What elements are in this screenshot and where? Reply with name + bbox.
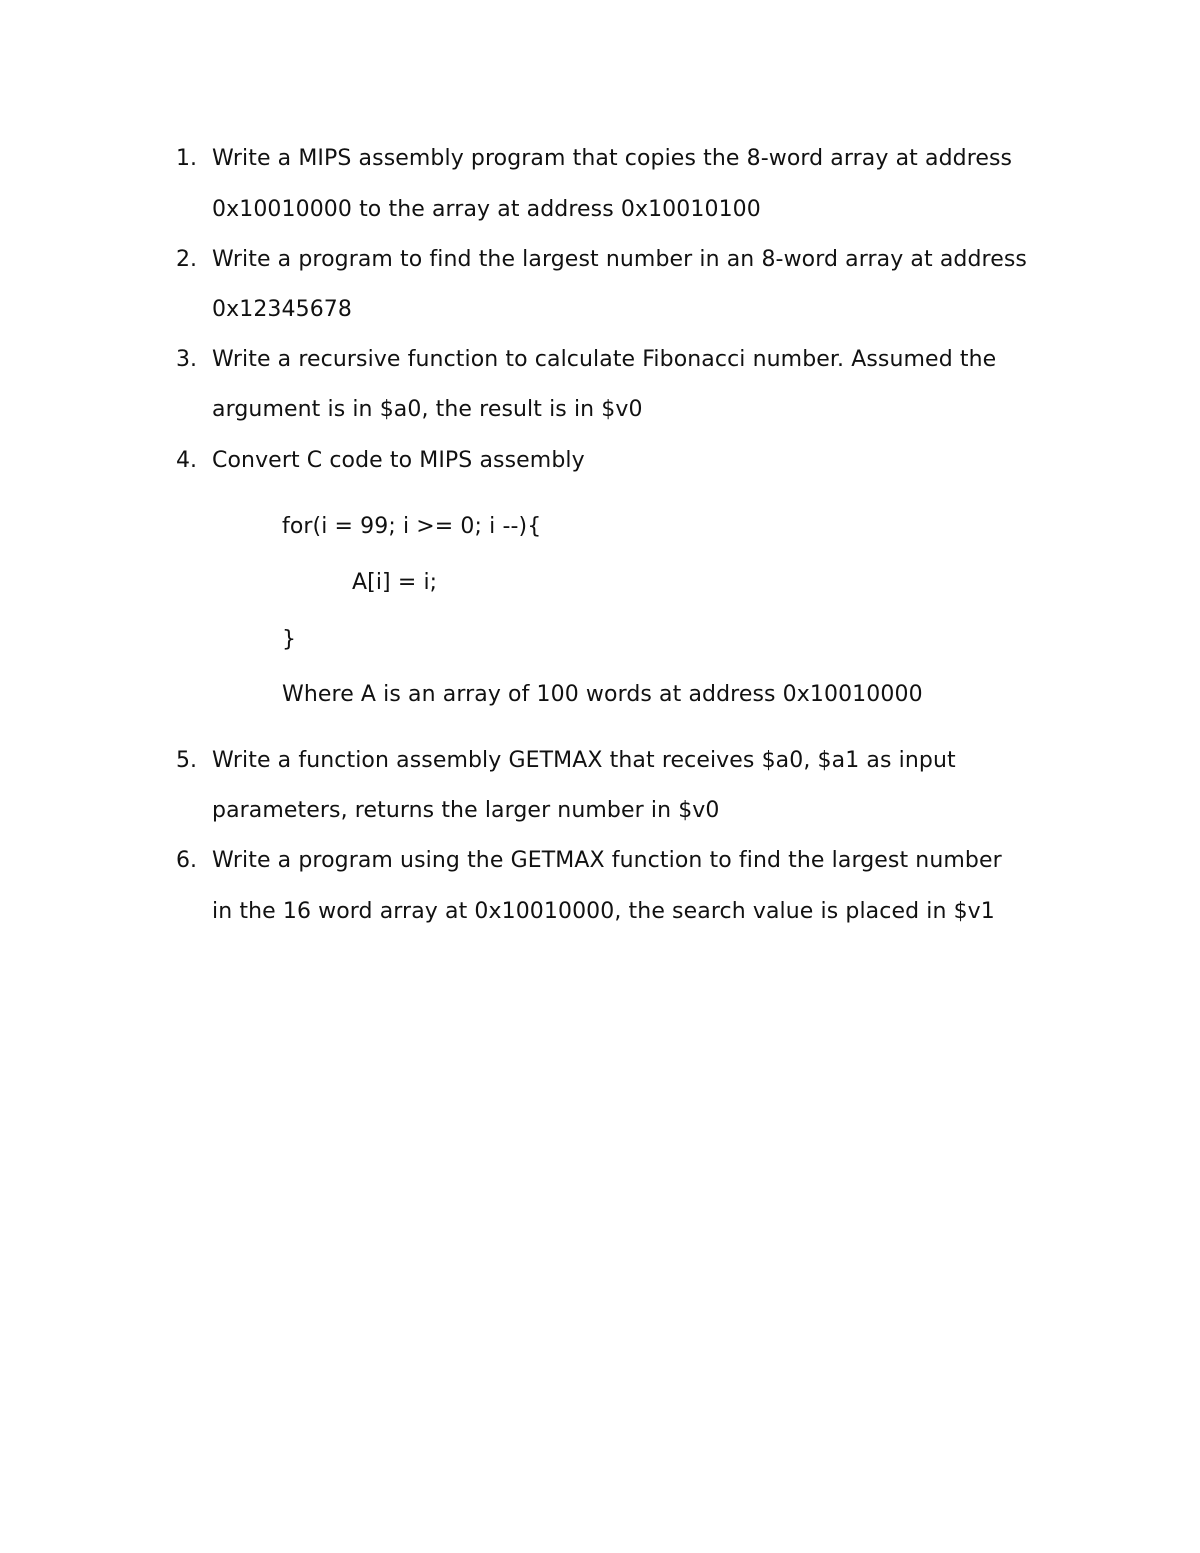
item-1-line-2: 0x10010000 to the array at address 0x10010100 xyxy=(212,197,761,222)
item-3-number: 3. xyxy=(176,347,197,372)
item-4-code-line-2: A[i] = i; xyxy=(352,570,438,595)
item-4-note: Where A is an array of 100 words at address 0x10010000 xyxy=(282,682,923,707)
item-2-line-2: 0x12345678 xyxy=(212,297,352,322)
item-2-number: 2. xyxy=(176,247,197,272)
item-3-line-1: Write a recursive function to calculate Fibonacci number. Assumed the xyxy=(212,347,997,372)
item-5-line-1: Write a function assembly GETMAX that receives $a0, $a1 as input xyxy=(212,748,956,773)
item-1-line-1: Write a MIPS assembly program that copies the 8-word array at address xyxy=(212,146,1013,171)
item-1-number: 1. xyxy=(176,146,197,171)
item-5-line-2: parameters, returns the larger number in $v0 xyxy=(212,798,720,823)
item-6-line-1: Write a program using the GETMAX function to find the largest number xyxy=(212,848,1002,873)
item-4-code-line-3: } xyxy=(282,627,297,652)
item-4-line-1: Convert C code to MIPS assembly xyxy=(212,448,585,473)
item-3-line-2: argument is in $a0, the result is in $v0 xyxy=(212,397,643,422)
item-5-number: 5. xyxy=(176,748,197,773)
item-4-code-line-1: for(i = 99; i >= 0; i --){ xyxy=(282,514,542,539)
item-4-number: 4. xyxy=(176,448,197,473)
item-6-number: 6. xyxy=(176,848,197,873)
item-6-line-2: in the 16 word array at 0x10010000, the search value is placed in $v1 xyxy=(212,899,995,924)
item-2-line-1: Write a program to find the largest number in an 8-word array at address xyxy=(212,247,1027,272)
